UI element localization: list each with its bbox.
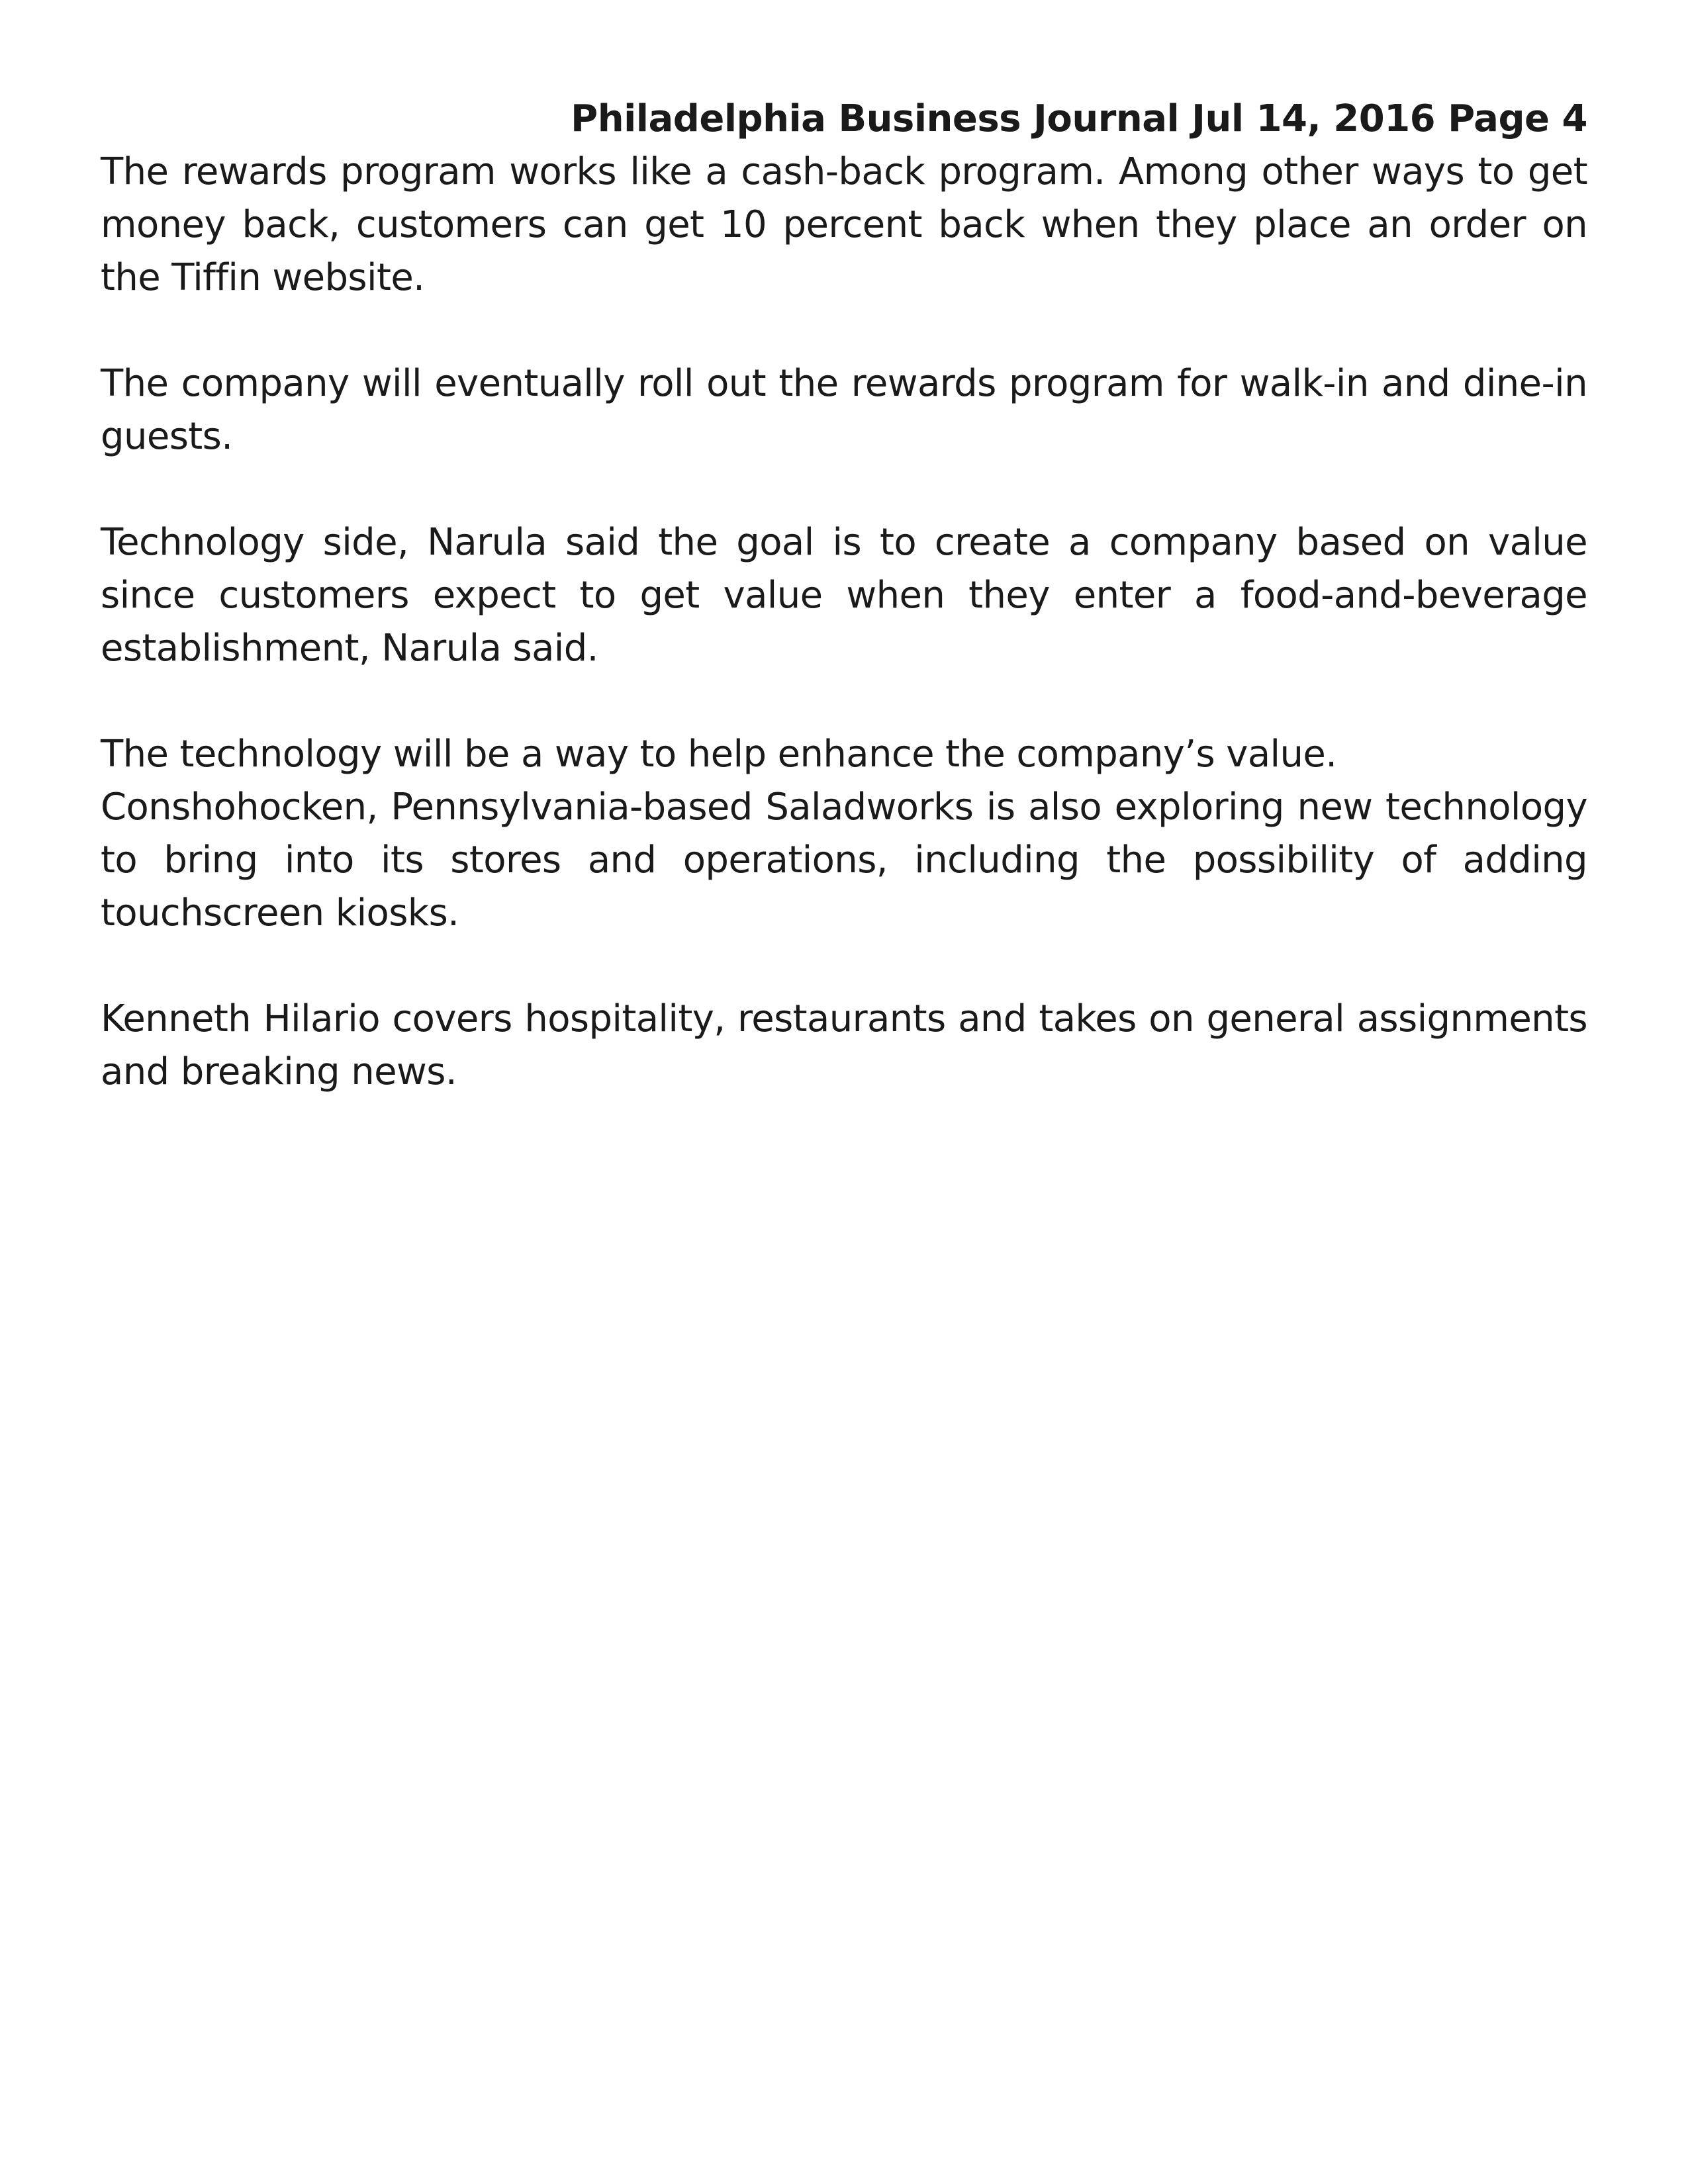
paragraph-author-bio: Kenneth Hilario covers hospitality, restaurants and takes on general assignments and breaking news. [101,997,1587,1093]
paragraph-rewards-program: The rewards program works like a cash-back program. Among other ways to get money back, customers can get 10 percent back when they place an order on the Tiffin website. [101,150,1587,299]
paragraph-saladworks: Conshohocken, Pennsylvania-based Saladworks is also exploring new technology to bring into its stores and operations, including the possibility of adding touchscreen kiosks. [101,786,1587,934]
paragraph-rollout: The company will eventually roll out the rewards program for walk-in and dine-in guests. [101,362,1587,458]
paragraph-technology-side: Technology side, Narula said the goal is to create a company based on value since customers expect to get value when they enter a food-and-beverage establishment, Narula said. [101,521,1587,670]
page-header: Philadelphia Business Journal Jul 14, 2016 Page 4 [571,97,1587,140]
document-page [101,93,1587,1152]
paragraph-technology-value: The technology will be a way to help enhance the company’s value. [101,733,1337,776]
